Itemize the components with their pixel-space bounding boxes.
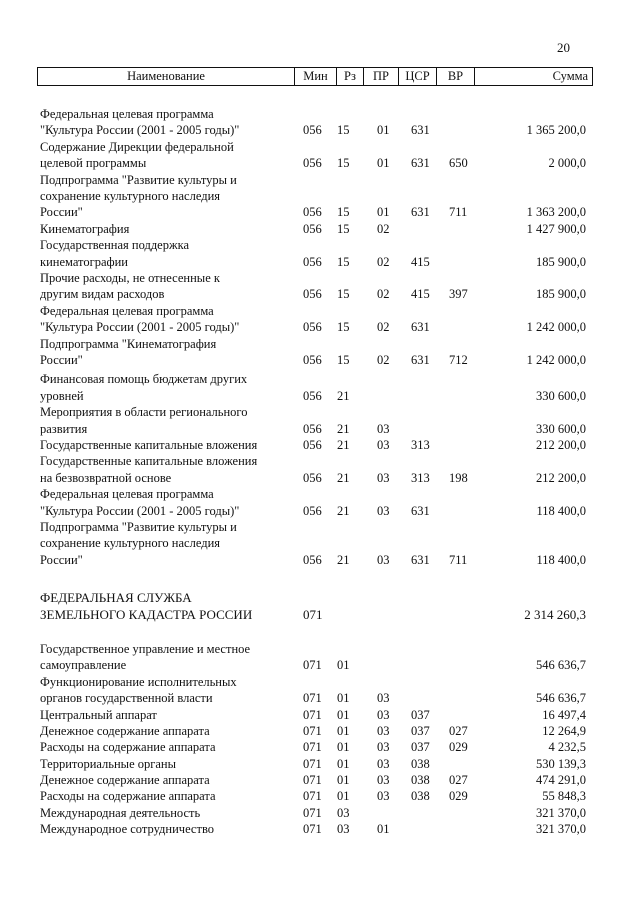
- pr-cell: 03: [377, 707, 390, 722]
- pr-cell: 02: [377, 221, 390, 236]
- rz-cell: 01: [337, 658, 350, 673]
- table-row: [0, 519, 640, 568]
- table-row: [0, 821, 640, 837]
- csr-cell: 631: [411, 205, 430, 220]
- min-cell: 056: [303, 254, 322, 269]
- row-name-line: кинематографии: [40, 254, 129, 269]
- table-body: [0, 96, 640, 838]
- min-cell: 071: [303, 740, 322, 755]
- sum-cell: 4 232,5: [548, 740, 586, 755]
- sum-cell: 474 291,0: [536, 773, 586, 788]
- row-name-line: Государственное управление и местное: [40, 641, 251, 656]
- min-cell: 071: [303, 805, 322, 820]
- sum-cell: 530 139,3: [536, 756, 586, 771]
- table-row: [0, 106, 640, 139]
- csr-cell: 037: [411, 740, 430, 755]
- row-name: [40, 674, 288, 707]
- header-vr: ВР: [437, 68, 475, 85]
- row-name-line: Государственная поддержка: [40, 238, 190, 253]
- rz-cell: 15: [337, 254, 350, 269]
- header-pr: ПР: [364, 68, 399, 85]
- row-name: [40, 303, 288, 336]
- rz-cell: 21: [337, 503, 350, 518]
- row-name-line: Финансовая помощь бюджетам других: [40, 372, 248, 387]
- rz-cell: 15: [337, 352, 350, 367]
- sum-cell: 118 400,0: [536, 552, 586, 567]
- row-name: [40, 437, 288, 453]
- table-row: [0, 270, 640, 303]
- min-cell: 056: [303, 388, 322, 403]
- csr-cell: 631: [411, 123, 430, 138]
- min-cell: 056: [303, 287, 322, 302]
- row-name-line: "Культура России (2001 - 2005 годы)": [40, 123, 240, 138]
- row-name-line: Международное сотрудничество: [40, 822, 215, 837]
- min-cell: 056: [303, 421, 322, 436]
- sum-cell: 330 600,0: [536, 421, 586, 436]
- pr-cell: 03: [377, 740, 390, 755]
- row-name-line: Содержание Дирекции федеральной: [40, 139, 234, 154]
- sum-cell: 185 900,0: [536, 287, 586, 302]
- sum-cell: 1 365 200,0: [526, 123, 586, 138]
- pr-cell: 03: [377, 756, 390, 771]
- vr-cell: 029: [449, 789, 468, 804]
- row-name-line: целевой программы: [40, 156, 147, 171]
- table-row: [0, 237, 640, 270]
- table-row: [0, 805, 640, 821]
- pr-cell: 02: [377, 254, 390, 269]
- sum-cell: 1 242 000,0: [526, 320, 586, 335]
- row-name: [40, 453, 288, 486]
- table-row: [0, 371, 640, 404]
- row-name: [40, 788, 288, 804]
- rz-cell: 21: [337, 388, 350, 403]
- row-name: [40, 404, 288, 437]
- table-row: [0, 674, 640, 707]
- pr-cell: 01: [377, 123, 390, 138]
- rz-cell: 21: [337, 552, 350, 567]
- row-name: [40, 336, 288, 369]
- pr-cell: 02: [377, 320, 390, 335]
- sum-cell: 321 370,0: [536, 822, 586, 837]
- row-name-line: Денежное содержание аппарата: [40, 773, 210, 788]
- min-cell: 056: [303, 156, 322, 171]
- table-row: [0, 437, 640, 453]
- min-cell: 056: [303, 470, 322, 485]
- pr-cell: 01: [377, 156, 390, 171]
- rz-cell: 01: [337, 691, 350, 706]
- vr-cell: 650: [449, 156, 468, 171]
- row-name-line: сохранение культурного наследия: [40, 536, 221, 551]
- row-name: [40, 486, 288, 519]
- rz-cell: 15: [337, 123, 350, 138]
- table-row: [0, 723, 640, 739]
- rz-cell: 03: [337, 805, 350, 820]
- row-name-line: уровней: [40, 388, 84, 403]
- vr-cell: 198: [449, 470, 468, 485]
- table-header: [37, 67, 593, 86]
- row-name-line: ЗЕМЕЛЬНОГО КАДАСТРА РОССИИ: [40, 606, 253, 622]
- section-row: [0, 590, 640, 623]
- csr-cell: 631: [411, 552, 430, 567]
- min-cell: 056: [303, 320, 322, 335]
- row-name-line: сохранение культурного наследия: [40, 189, 221, 203]
- row-name-line: Подпрограмма "Развитие культуры и: [40, 172, 237, 187]
- csr-cell: 415: [411, 254, 430, 269]
- pr-cell: 03: [377, 723, 390, 738]
- rz-cell: 01: [337, 707, 350, 722]
- sum-cell: 12 264,9: [542, 723, 586, 738]
- row-name-line: ФЕДЕРАЛЬНАЯ СЛУЖБА: [40, 590, 192, 606]
- pr-cell: 03: [377, 470, 390, 485]
- row-name-line: Государственные капитальные вложения: [40, 437, 258, 452]
- row-name: [40, 237, 288, 270]
- csr-cell: 313: [411, 470, 430, 485]
- sum-cell: 1 242 000,0: [526, 352, 586, 367]
- row-name: [40, 106, 288, 139]
- min-cell: 056: [303, 352, 322, 367]
- table-row: [0, 756, 640, 772]
- row-name-line: Функционирование исполнительных: [40, 674, 237, 689]
- rz-cell: 01: [337, 740, 350, 755]
- pr-cell: 01: [377, 822, 390, 837]
- row-name-line: "Культура России (2001 - 2005 годы)": [40, 503, 240, 518]
- sum-cell: 2 314 260,3: [524, 606, 586, 622]
- table-row: [0, 486, 640, 519]
- table-row: [0, 139, 640, 172]
- row-name: [40, 139, 288, 172]
- page-number: 20: [557, 40, 570, 55]
- rz-cell: 21: [337, 421, 350, 436]
- pr-cell: 02: [377, 352, 390, 367]
- vr-cell: 397: [449, 287, 468, 302]
- min-cell: 056: [303, 221, 322, 236]
- csr-cell: 037: [411, 707, 430, 722]
- row-name-line: Подпрограмма "Кинематография: [40, 336, 217, 351]
- vr-cell: 712: [449, 352, 468, 367]
- csr-cell: 038: [411, 756, 430, 771]
- sum-cell: 546 636,7: [536, 691, 586, 706]
- pr-cell: 03: [377, 773, 390, 788]
- row-name: [40, 723, 288, 739]
- table-row: [0, 172, 640, 221]
- csr-cell: 631: [411, 156, 430, 171]
- rz-cell: 15: [337, 221, 350, 236]
- rz-cell: 15: [337, 287, 350, 302]
- pr-cell: 03: [377, 552, 390, 567]
- rz-cell: 01: [337, 789, 350, 804]
- row-name: [40, 821, 288, 837]
- row-name: [40, 772, 288, 788]
- min-cell: 071: [303, 723, 322, 738]
- header-min: Мин: [295, 68, 337, 85]
- rz-cell: 21: [337, 470, 350, 485]
- sum-cell: 55 848,3: [542, 789, 586, 804]
- row-name-line: "Культура России (2001 - 2005 годы)": [40, 320, 240, 335]
- min-cell: 071: [303, 691, 322, 706]
- row-name-line: Расходы на содержание аппарата: [40, 789, 216, 804]
- row-name-line: Федеральная целевая программа: [40, 107, 214, 121]
- row-name-line: самоуправление: [40, 658, 127, 673]
- vr-cell: 711: [449, 205, 468, 220]
- rz-cell: 15: [337, 205, 350, 220]
- row-name-line: Территориальные органы: [40, 756, 177, 771]
- pr-cell: 03: [377, 421, 390, 436]
- row-name: [40, 270, 288, 303]
- pr-cell: 03: [377, 503, 390, 518]
- table-row: [0, 641, 640, 674]
- table-row: [0, 404, 640, 437]
- min-cell: 071: [303, 789, 322, 804]
- row-name-line: России": [40, 205, 83, 220]
- csr-cell: 631: [411, 503, 430, 518]
- csr-cell: 631: [411, 352, 430, 367]
- pr-cell: 03: [377, 437, 390, 452]
- row-name-line: Государственные капитальные вложения: [40, 454, 258, 469]
- row-name-line: Кинематография: [40, 221, 130, 236]
- min-cell: 071: [303, 658, 322, 673]
- csr-cell: 038: [411, 773, 430, 788]
- csr-cell: 037: [411, 723, 430, 738]
- sum-cell: 2 000,0: [548, 156, 586, 171]
- csr-cell: 631: [411, 320, 430, 335]
- row-name-line: Федеральная целевая программа: [40, 487, 214, 502]
- rz-cell: 01: [337, 723, 350, 738]
- rz-cell: 01: [337, 773, 350, 788]
- row-name-line: другим видам расходов: [40, 287, 165, 302]
- rz-cell: 15: [337, 156, 350, 171]
- pr-cell: 01: [377, 205, 390, 220]
- min-cell: 056: [303, 552, 322, 567]
- table-row: [0, 221, 640, 237]
- row-name-line: Подпрограмма "Развитие культуры и: [40, 519, 237, 534]
- rz-cell: 03: [337, 822, 350, 837]
- row-name: [40, 519, 288, 568]
- header-sum: Сумма: [552, 69, 588, 83]
- pr-cell: 03: [377, 691, 390, 706]
- row-name: [40, 805, 288, 821]
- row-name-line: развития: [40, 421, 88, 436]
- min-cell: 071: [303, 756, 322, 771]
- table-row: [0, 453, 640, 486]
- sum-cell: 16 497,4: [542, 707, 586, 722]
- table-row: [0, 707, 640, 723]
- table-row: [0, 336, 640, 369]
- header-name: Наименование: [38, 68, 295, 85]
- row-name: [40, 707, 288, 723]
- table-row: [0, 303, 640, 336]
- rz-cell: 01: [337, 756, 350, 771]
- row-name: [40, 590, 288, 623]
- min-cell: 056: [303, 503, 322, 518]
- min-cell: 071: [303, 606, 323, 622]
- table-row: [0, 772, 640, 788]
- row-name-line: Денежное содержание аппарата: [40, 723, 210, 738]
- min-cell: 071: [303, 773, 322, 788]
- row-name: [40, 739, 288, 755]
- pr-cell: 02: [377, 287, 390, 302]
- header-csr: ЦСР: [399, 68, 437, 85]
- vr-cell: 711: [449, 552, 468, 567]
- row-name-line: России": [40, 552, 83, 567]
- row-name-line: России": [40, 352, 83, 367]
- row-name-line: Федеральная целевая программа: [40, 303, 214, 318]
- row-name-line: Центральный аппарат: [40, 707, 157, 722]
- header-rz: Рз: [337, 68, 364, 85]
- row-name: [40, 221, 288, 237]
- row-name: [40, 641, 288, 674]
- sum-cell: 212 200,0: [536, 470, 586, 485]
- sum-cell: 330 600,0: [536, 388, 586, 403]
- rz-cell: 15: [337, 320, 350, 335]
- csr-cell: 038: [411, 789, 430, 804]
- sum-cell: 185 900,0: [536, 254, 586, 269]
- row-name: [40, 172, 288, 221]
- min-cell: 056: [303, 123, 322, 138]
- rz-cell: 21: [337, 437, 350, 452]
- row-name-line: Прочие расходы, не отнесенные к: [40, 270, 220, 285]
- min-cell: 071: [303, 822, 322, 837]
- row-name-line: Мероприятия в области регионального: [40, 405, 248, 420]
- sum-cell: 212 200,0: [536, 437, 586, 452]
- csr-cell: 415: [411, 287, 430, 302]
- sum-cell: 546 636,7: [536, 658, 586, 673]
- row-name-line: на безвозвратной основе: [40, 470, 172, 485]
- table-row: [0, 788, 640, 804]
- table-row: [0, 739, 640, 755]
- row-name-line: Международная деятельность: [40, 805, 201, 820]
- row-name-line: органов государственной власти: [40, 691, 213, 706]
- sum-cell: 1 363 200,0: [526, 205, 586, 220]
- row-name: [40, 371, 288, 404]
- csr-cell: 313: [411, 437, 430, 452]
- row-name: [40, 756, 288, 772]
- sum-cell: 1 427 900,0: [526, 221, 586, 236]
- vr-cell: 027: [449, 773, 468, 788]
- min-cell: 056: [303, 437, 322, 452]
- vr-cell: 027: [449, 723, 468, 738]
- sum-cell: 118 400,0: [536, 503, 586, 518]
- vr-cell: 029: [449, 740, 468, 755]
- row-name-line: Расходы на содержание аппарата: [40, 740, 216, 755]
- min-cell: 071: [303, 707, 322, 722]
- sum-cell: 321 370,0: [536, 805, 586, 820]
- pr-cell: 03: [377, 789, 390, 804]
- min-cell: 056: [303, 205, 322, 220]
